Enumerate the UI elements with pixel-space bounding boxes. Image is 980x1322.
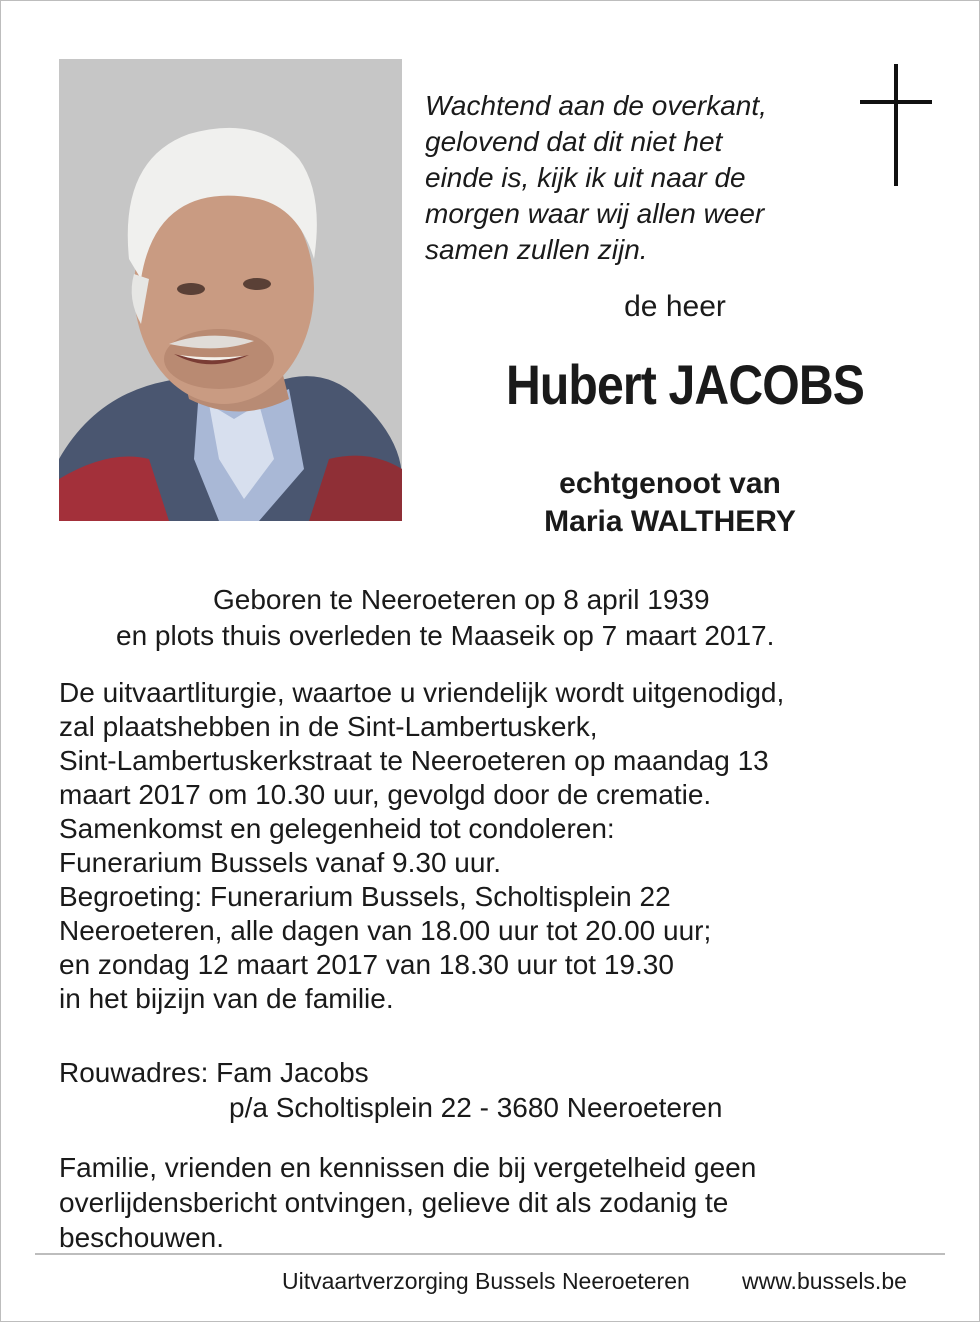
poem-line: samen zullen zijn. <box>425 234 648 265</box>
ceremony-line: Sint-Lambertuskerkstraat te Neeroeteren op maandag 13 <box>59 745 769 776</box>
ceremony-line: en zondag 12 maart 2017 van 18.30 uur tot 19.30 <box>59 949 674 980</box>
footer-website-link[interactable]: www.bussels.be <box>742 1268 907 1294</box>
cross-horizontal-bar <box>860 100 932 104</box>
ceremony-line: Neeroeteren, alle dagen van 18.00 uur tot 20.00 uur; <box>59 915 712 946</box>
address-line: Rouwadres: Fam Jacobs <box>59 1057 369 1088</box>
ceremony-line: Funerarium Bussels vanaf 9.30 uur. <box>59 847 502 878</box>
ceremony-line: maart 2017 om 10.30 uur, gevolgd door de crematie. <box>59 779 712 810</box>
deceased-name: Hubert JACOBS <box>505 353 865 416</box>
cross-vertical-bar <box>894 64 898 186</box>
poem-line: Wachtend aan de overkant, <box>425 90 767 121</box>
ceremony-line: in het bijzijn van de familie. <box>59 983 394 1014</box>
portrait-photo <box>59 59 402 521</box>
ceremony-line: Samenkomst en gelegenheid tot condoleren: <box>59 813 615 844</box>
ceremony-line: De uitvaartliturgie, waartoe u vriendelijk wordt uitgenodigd, <box>59 677 785 708</box>
notice-line: overlijdensbericht ontvingen, gelieve dit als zodanig te <box>59 1187 729 1218</box>
notice-text <box>59 1150 939 1255</box>
notice-line: Familie, vrienden en kennissen die bij vergetelheid geen <box>59 1152 757 1183</box>
address-line: p/a Scholtisplein 22 - 3680 Neeroeteren <box>229 1092 723 1123</box>
poem-line: gelovend dat dit niet het <box>425 126 723 157</box>
footer-company: Uitvaartverzorging Bussels Neeroeteren <box>282 1268 690 1294</box>
salutation: de heer <box>624 290 726 323</box>
footer-divider <box>35 1253 945 1255</box>
spouse-block <box>470 465 870 541</box>
relation-label: echtgenoot van <box>559 467 781 500</box>
poem-line: morgen waar wij allen weer <box>425 198 765 229</box>
poem-line: einde is, kijk ik uit naar de <box>425 162 746 193</box>
spouse-name: Maria WALTHERY <box>544 505 796 538</box>
ceremony-line: zal plaatshebben in de Sint-Lambertuskerk, <box>59 711 598 742</box>
cross-icon <box>860 64 932 186</box>
poem <box>425 88 845 268</box>
birth-line: Geboren te Neeroeteren op 8 april 1939 <box>213 584 710 615</box>
ceremony-details <box>59 676 939 1016</box>
death-line: en plots thuis overleden te Maaseik op 7 maart 2017. <box>116 620 775 651</box>
portrait-illustration <box>59 59 402 521</box>
notice-line: beschouwen. <box>59 1222 225 1253</box>
mourning-address <box>59 1055 939 1125</box>
ceremony-line: Begroeting: Funerarium Bussels, Scholtisplein 22 <box>59 881 671 912</box>
